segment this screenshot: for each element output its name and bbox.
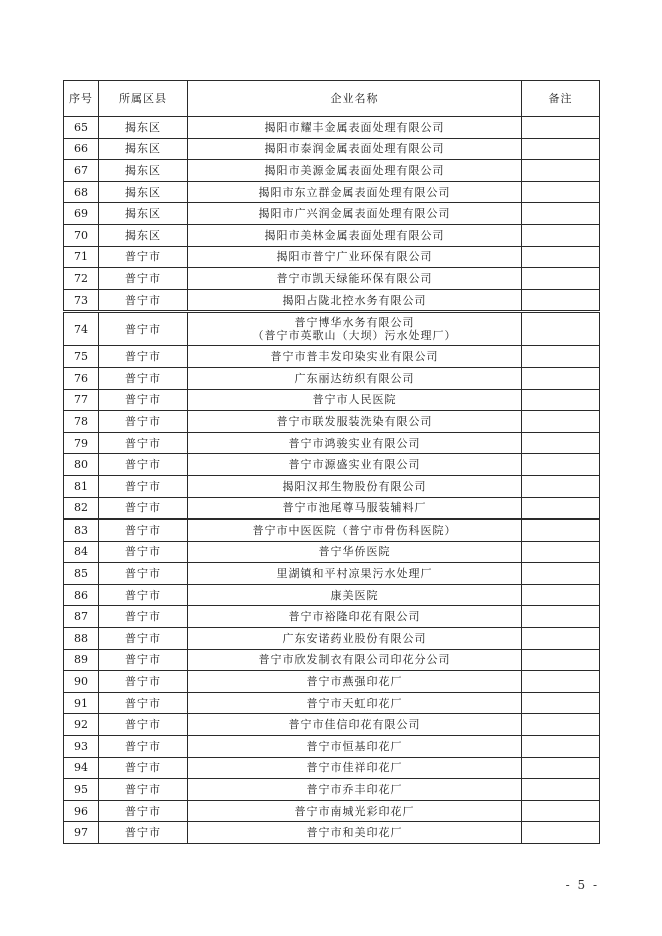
row-serial-number: 90 [64, 671, 99, 693]
row-company-name-cell [188, 138, 522, 160]
table-row [64, 779, 600, 801]
company-name: 揭阳市耀丰金属表面处理有限公司 [264, 120, 445, 134]
row-company-name-cell [188, 692, 522, 714]
row-remarks [522, 454, 600, 476]
row-serial-number: 79 [64, 432, 99, 454]
row-remarks [522, 563, 600, 585]
row-company-name-cell [188, 268, 522, 290]
table-row [64, 411, 600, 433]
row-serial-number: 78 [64, 411, 99, 433]
table-body [64, 117, 600, 844]
table-row [64, 800, 600, 822]
row-district: 揭东区 [99, 181, 188, 203]
row-remarks [522, 289, 600, 312]
row-company-name-cell [188, 181, 522, 203]
row-serial-number: 75 [64, 346, 99, 368]
row-remarks [522, 519, 600, 541]
row-remarks [522, 606, 600, 628]
row-district: 普宁市 [99, 312, 188, 346]
row-remarks [522, 367, 600, 389]
table-row [64, 160, 600, 182]
company-name: 普宁市中医医院（普宁市骨伤科医院） [252, 523, 457, 537]
row-serial-number: 81 [64, 475, 99, 497]
row-serial-number: 86 [64, 584, 99, 606]
company-name: 普宁市燕强印花厂 [306, 675, 403, 689]
row-company-name-cell [188, 757, 522, 779]
row-district: 普宁市 [99, 714, 188, 736]
row-serial-number: 74 [64, 312, 99, 346]
row-remarks [522, 541, 600, 563]
row-district: 普宁市 [99, 563, 188, 585]
company-name-subtitle: （普宁市英歌山（大坝）污水处理厂） [252, 329, 457, 343]
table-row [64, 117, 600, 139]
row-serial-number: 82 [64, 497, 99, 519]
row-serial-number: 83 [64, 519, 99, 541]
row-serial-number: 72 [64, 268, 99, 290]
company-name: 揭阳汉邦生物股份有限公司 [282, 479, 427, 493]
table-row [64, 736, 600, 758]
company-name: 普宁市鸿骏实业有限公司 [288, 436, 421, 450]
row-serial-number: 68 [64, 181, 99, 203]
row-company-name-cell [188, 800, 522, 822]
row-remarks [522, 584, 600, 606]
row-company-name-cell [188, 203, 522, 225]
table-row [64, 289, 600, 312]
row-serial-number: 97 [64, 822, 99, 844]
row-company-name-cell [188, 714, 522, 736]
row-remarks [522, 117, 600, 139]
row-remarks [522, 779, 600, 801]
row-district: 普宁市 [99, 692, 188, 714]
table-row [64, 584, 600, 606]
row-remarks [522, 757, 600, 779]
row-remarks [522, 346, 600, 368]
row-district: 普宁市 [99, 541, 188, 563]
row-remarks [522, 312, 600, 346]
row-serial-number: 84 [64, 541, 99, 563]
table-row [64, 389, 600, 411]
row-district: 普宁市 [99, 671, 188, 693]
company-name: 普宁博华水务有限公司 [294, 316, 415, 330]
header-row [64, 81, 600, 117]
row-district: 普宁市 [99, 389, 188, 411]
row-serial-number: 91 [64, 692, 99, 714]
company-name: 揭阳市广兴润金属表面处理有限公司 [258, 207, 451, 221]
table-row [64, 757, 600, 779]
company-name: 揭阳占陇北控水务有限公司 [282, 293, 427, 307]
row-company-name-cell [188, 671, 522, 693]
row-serial-number: 87 [64, 606, 99, 628]
row-remarks [522, 822, 600, 844]
row-serial-number: 77 [64, 389, 99, 411]
row-serial-number: 73 [64, 289, 99, 312]
row-district: 揭东区 [99, 117, 188, 139]
table-row [64, 138, 600, 160]
row-district: 普宁市 [99, 454, 188, 476]
row-remarks [522, 432, 600, 454]
row-company-name-cell [188, 117, 522, 139]
row-remarks [522, 224, 600, 246]
row-district: 普宁市 [99, 268, 188, 290]
company-name: 普宁华侨医院 [318, 545, 391, 559]
row-district: 普宁市 [99, 411, 188, 433]
row-remarks [522, 800, 600, 822]
row-district: 揭东区 [99, 224, 188, 246]
row-remarks [522, 628, 600, 650]
company-name: 广东丽达纺织有限公司 [294, 371, 415, 385]
row-company-name-cell [188, 822, 522, 844]
row-company-name-cell [188, 454, 522, 476]
row-remarks [522, 268, 600, 290]
row-remarks [522, 736, 600, 758]
company-name: 普宁市凯天绿能环保有限公司 [276, 271, 433, 285]
row-district: 普宁市 [99, 246, 188, 268]
row-serial-number: 71 [64, 246, 99, 268]
row-serial-number: 95 [64, 779, 99, 801]
row-district: 普宁市 [99, 779, 188, 801]
row-district: 普宁市 [99, 289, 188, 312]
row-serial-number: 93 [64, 736, 99, 758]
row-company-name-cell [188, 541, 522, 563]
company-name: 普宁市欣发制衣有限公司印花分公司 [258, 653, 451, 667]
company-name: 普宁市和美印花厂 [306, 826, 403, 840]
row-serial-number: 80 [64, 454, 99, 476]
row-company-name-cell [188, 649, 522, 671]
table-row [64, 519, 600, 541]
row-remarks [522, 203, 600, 225]
row-company-name-cell [188, 224, 522, 246]
row-district: 普宁市 [99, 757, 188, 779]
row-remarks [522, 181, 600, 203]
row-district: 揭东区 [99, 138, 188, 160]
row-serial-number: 67 [64, 160, 99, 182]
table-row [64, 541, 600, 563]
row-company-name-cell [188, 606, 522, 628]
row-district: 普宁市 [99, 628, 188, 650]
table-row [64, 181, 600, 203]
table-row [64, 475, 600, 497]
enterprise-table [63, 80, 600, 844]
company-name: 普宁市池尾尊马服装辅料厂 [282, 501, 427, 515]
company-name: 普宁市佳信印花有限公司 [288, 718, 421, 732]
company-name: 普宁市普丰发印染实业有限公司 [270, 350, 439, 364]
table-row [64, 203, 600, 225]
table-row [64, 346, 600, 368]
row-serial-number: 70 [64, 224, 99, 246]
table-row [64, 649, 600, 671]
row-company-name-cell [188, 432, 522, 454]
company-name: 普宁市人民医院 [312, 393, 397, 407]
table-header [64, 81, 600, 117]
row-company-name-cell [188, 736, 522, 758]
company-name: 普宁市佳祥印花厂 [306, 761, 403, 775]
company-name: 里湖镇和平村凉果污水处理厂 [276, 567, 433, 581]
header-serial-number: 序号 [64, 81, 99, 117]
row-company-name-cell [188, 289, 522, 312]
row-company-name-cell [188, 346, 522, 368]
row-company-name-cell [188, 389, 522, 411]
table-row [64, 692, 600, 714]
row-serial-number: 88 [64, 628, 99, 650]
row-company-name-cell [188, 246, 522, 268]
company-name: 普宁市天虹印花厂 [306, 696, 403, 710]
row-district: 揭东区 [99, 160, 188, 182]
row-district: 揭东区 [99, 203, 188, 225]
company-name: 普宁市裕隆印花有限公司 [288, 610, 421, 624]
row-serial-number: 76 [64, 367, 99, 389]
company-name: 康美医院 [330, 588, 379, 602]
row-serial-number: 89 [64, 649, 99, 671]
row-company-name-cell [188, 779, 522, 801]
table-row [64, 432, 600, 454]
company-name: 普宁市乔丰印花厂 [306, 783, 403, 797]
page-number: - 5 - [565, 878, 599, 892]
row-company-name-cell [188, 497, 522, 519]
row-district: 普宁市 [99, 497, 188, 519]
table-row [64, 367, 600, 389]
row-district: 普宁市 [99, 475, 188, 497]
row-company-name-cell [188, 519, 522, 541]
table-row [64, 268, 600, 290]
company-name: 广东安诺药业股份有限公司 [282, 631, 427, 645]
row-district: 普宁市 [99, 432, 188, 454]
row-remarks [522, 246, 600, 268]
row-company-name-cell [188, 411, 522, 433]
row-district: 普宁市 [99, 367, 188, 389]
row-district: 普宁市 [99, 649, 188, 671]
company-name: 揭阳市美林金属表面处理有限公司 [264, 228, 445, 242]
row-district: 普宁市 [99, 800, 188, 822]
table-row [64, 246, 600, 268]
table-row [64, 563, 600, 585]
row-company-name-cell [188, 312, 522, 346]
company-name: 揭阳市泰润金属表面处理有限公司 [264, 142, 445, 156]
table-row [64, 312, 600, 346]
row-serial-number: 92 [64, 714, 99, 736]
company-name: 普宁市南城光彩印花厂 [294, 804, 415, 818]
table-row [64, 224, 600, 246]
row-district: 普宁市 [99, 606, 188, 628]
row-remarks [522, 714, 600, 736]
table-row [64, 606, 600, 628]
company-name: 普宁市源盛实业有限公司 [288, 458, 421, 472]
table-row [64, 822, 600, 844]
row-remarks [522, 649, 600, 671]
row-district: 普宁市 [99, 346, 188, 368]
row-company-name-cell [188, 160, 522, 182]
header-company-name: 企业名称 [188, 81, 522, 117]
row-serial-number: 66 [64, 138, 99, 160]
table-row [64, 497, 600, 519]
row-district: 普宁市 [99, 736, 188, 758]
company-name: 揭阳市美源金属表面处理有限公司 [264, 163, 445, 177]
row-remarks [522, 475, 600, 497]
row-remarks [522, 497, 600, 519]
row-serial-number: 94 [64, 757, 99, 779]
company-name: 揭阳市东立群金属表面处理有限公司 [258, 185, 451, 199]
row-remarks [522, 160, 600, 182]
row-company-name-cell [188, 367, 522, 389]
row-district: 普宁市 [99, 519, 188, 541]
row-company-name-cell [188, 584, 522, 606]
table-row [64, 628, 600, 650]
row-remarks [522, 411, 600, 433]
row-district: 普宁市 [99, 584, 188, 606]
table-row [64, 454, 600, 476]
row-company-name-cell [188, 563, 522, 585]
row-remarks [522, 389, 600, 411]
row-remarks [522, 692, 600, 714]
row-serial-number: 69 [64, 203, 99, 225]
row-serial-number: 65 [64, 117, 99, 139]
row-company-name-cell [188, 475, 522, 497]
company-name: 普宁市恒基印花厂 [306, 739, 403, 753]
header-district: 所属区县 [99, 81, 188, 117]
row-district: 普宁市 [99, 822, 188, 844]
table-row [64, 714, 600, 736]
table-row [64, 671, 600, 693]
row-company-name-cell [188, 628, 522, 650]
row-serial-number: 85 [64, 563, 99, 585]
header-remarks: 备注 [522, 81, 600, 117]
row-serial-number: 96 [64, 800, 99, 822]
row-remarks [522, 138, 600, 160]
row-remarks [522, 671, 600, 693]
company-name: 揭阳市普宁广业环保有限公司 [276, 250, 433, 264]
company-name: 普宁市联发服装洗染有限公司 [276, 414, 433, 428]
